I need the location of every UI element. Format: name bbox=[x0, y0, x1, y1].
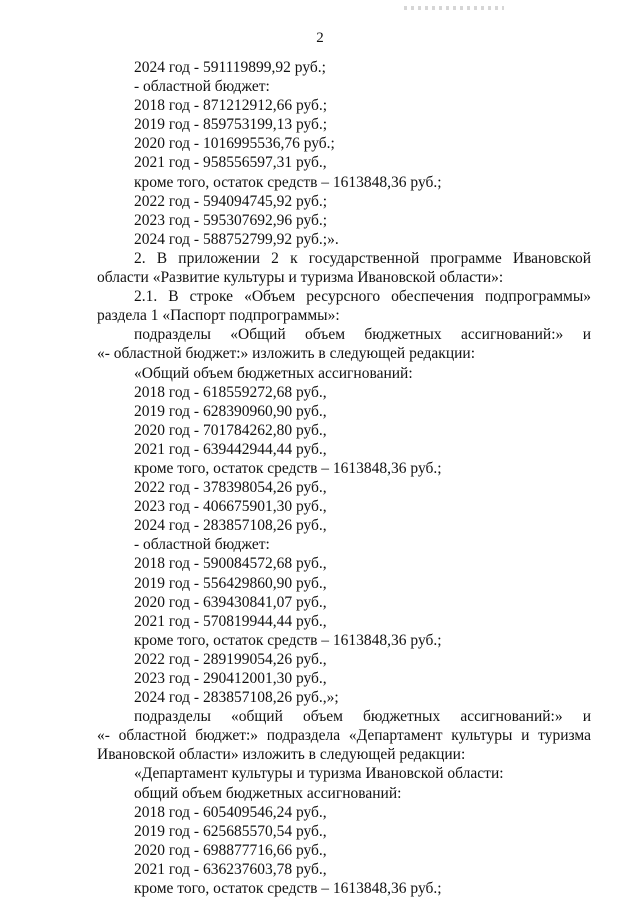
text-line: 2022 год - 594094745,92 руб.; bbox=[134, 192, 328, 210]
text-line: 2018 год - 871212912,66 руб.; bbox=[134, 97, 328, 115]
text-line: 2020 год - 698877716,66 руб., bbox=[134, 841, 327, 859]
text-line: 2018 год - 605409546,24 руб., bbox=[134, 803, 327, 821]
paragraph-line: Ивановской области» изложить в следующей редакции: bbox=[97, 746, 466, 764]
text-line: кроме того, остаток средств – 1613848,36 руб.; bbox=[134, 173, 442, 191]
paragraph-line: 2.1. В строке «Объем ресурсного обеспечения подпрограммы» bbox=[134, 288, 591, 306]
text-line: 2024 год - 591119899,92 руб.; bbox=[134, 59, 326, 76]
text-line: 2023 год - 595307692,96 руб.; bbox=[134, 211, 328, 229]
text-line: общий объем бюджетных ассигнований: bbox=[134, 784, 402, 802]
text-line: 2024 год - 588752799,92 руб.;». bbox=[134, 230, 339, 248]
text-line: 2024 год - 283857108,26 руб., bbox=[134, 517, 327, 535]
text-line: 2020 год - 701784262,80 руб., bbox=[134, 421, 327, 439]
page-number: 2 bbox=[316, 30, 324, 46]
text-line: 2020 год - 639430841,07 руб., bbox=[134, 593, 327, 611]
document-body bbox=[97, 58, 591, 898]
text-line: 2019 год - 628390960,90 руб., bbox=[134, 402, 327, 420]
text-line: - областной бюджет: bbox=[134, 78, 270, 96]
text-line: - областной бюджет: bbox=[134, 536, 270, 554]
paragraph-line: раздела 1 «Паспорт подпрограммы»: bbox=[97, 307, 340, 325]
text-line: кроме того, остаток средств – 1613848,36 руб.; bbox=[134, 631, 442, 649]
paragraph-line: «- областной бюджет:» изложить в следующей редакции: bbox=[97, 345, 476, 363]
text-line: 2021 год - 636237603,78 руб., bbox=[134, 860, 327, 878]
text-line: 2021 год - 570819944,44 руб., bbox=[134, 612, 327, 630]
text-line: кроме того, остаток средств – 1613848,36 руб.; bbox=[134, 880, 442, 898]
text-line: 2024 год - 283857108,26 руб.,»; bbox=[134, 689, 339, 707]
text-line: 2022 год - 289199054,26 руб., bbox=[134, 650, 327, 668]
text-line: 2019 год - 625685570,54 руб., bbox=[134, 822, 327, 840]
text-line: кроме того, остаток средств – 1613848,36 руб.; bbox=[134, 459, 442, 477]
text-line: 2021 год - 639442944,44 руб., bbox=[134, 440, 327, 458]
scan-artifact bbox=[404, 6, 504, 10]
paragraph-line: области «Развитие культуры и туризма Ивановской области»: bbox=[97, 269, 504, 287]
text-line: 2021 год - 958556597,31 руб., bbox=[134, 154, 327, 172]
paragraph-line: подразделы «общий объем бюджетных ассигнований:» и bbox=[134, 708, 591, 726]
text-line: 2020 год - 1016995536,76 руб.; bbox=[134, 135, 335, 153]
paragraph-line: подразделы «Общий объем бюджетных ассигнований:» и bbox=[134, 326, 591, 344]
text-line: 2019 год - 859753199,13 руб.; bbox=[134, 116, 328, 134]
text-line: 2018 год - 618559272,68 руб., bbox=[134, 383, 327, 401]
paragraph-line: 2. В приложении 2 к государственной программе Ивановской bbox=[134, 249, 591, 267]
text-line: «Департамент культуры и туризма Ивановской области: bbox=[134, 765, 504, 783]
text-line: 2019 год - 556429860,90 руб., bbox=[134, 574, 327, 592]
text-line: 2023 год - 406675901,30 руб., bbox=[134, 498, 327, 516]
text-line: 2022 год - 378398054,26 руб., bbox=[134, 479, 327, 497]
paragraph-line: «- областной бюджет:» подраздела «Департамент культуры и туризма bbox=[97, 727, 591, 745]
text-line: 2018 год - 590084572,68 руб., bbox=[134, 555, 327, 573]
text-line: 2023 год - 290412001,30 руб., bbox=[134, 670, 327, 687]
text-line: «Общий объем бюджетных ассигнований: bbox=[134, 364, 413, 382]
